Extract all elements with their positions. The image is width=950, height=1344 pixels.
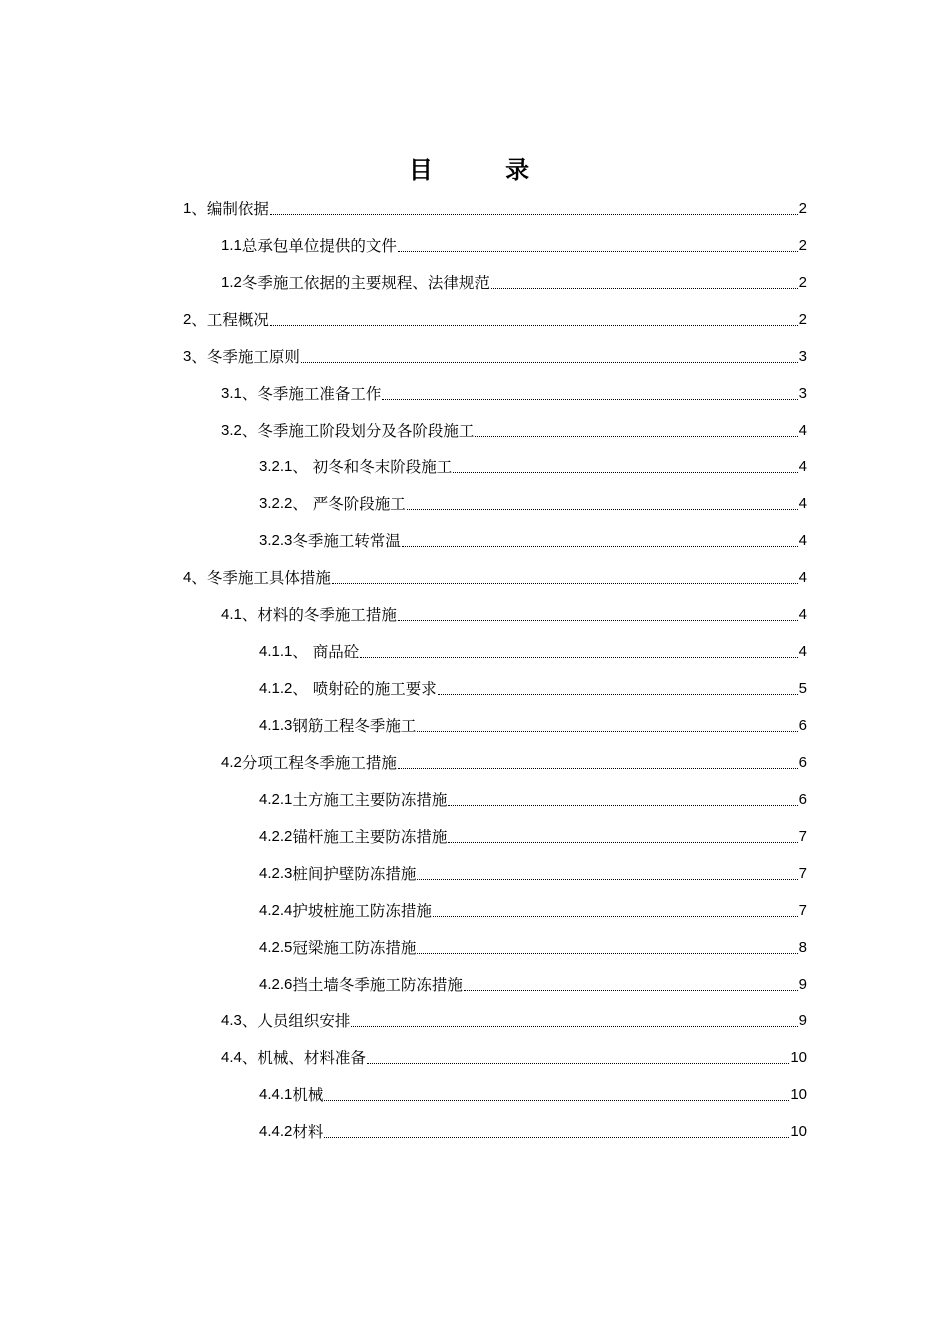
- toc-entry-number: 4.2.6: [259, 976, 293, 993]
- dot-leader: [433, 898, 798, 924]
- toc-entry-text: 、材料的冬季施工措施: [241, 606, 397, 624]
- dot-leader: [491, 270, 798, 296]
- toc-entry-page: 4: [798, 422, 807, 439]
- toc-entry-text: 、编制依据: [191, 200, 269, 218]
- dot-leader: [270, 196, 798, 222]
- toc-entry-page: 5: [798, 680, 807, 697]
- dot-leader: [417, 713, 797, 739]
- dot-leader: [324, 1119, 789, 1145]
- toc-entry-number: 4.1.1: [259, 643, 293, 660]
- toc-entry[interactable]: [221, 1008, 807, 1034]
- toc-entry-number: 3.1: [221, 385, 242, 402]
- toc-entry-text: 、冬季施工具体措施: [191, 569, 331, 587]
- toc-entry[interactable]: [221, 418, 807, 444]
- toc-entry-number: 4.2.1: [259, 791, 293, 808]
- toc-entry-text: 分项工程冬季施工措施: [241, 754, 397, 772]
- toc-entry-text: 土方施工主要防冻措施: [292, 791, 448, 809]
- toc-entry-number: 1: [183, 200, 192, 217]
- toc-entry-number: 4.1: [221, 606, 242, 623]
- dot-leader: [448, 824, 797, 850]
- dot-leader: [301, 344, 798, 370]
- toc-entry[interactable]: [221, 1045, 807, 1071]
- toc-entry-page: 8: [798, 939, 807, 956]
- dot-leader: [464, 972, 798, 998]
- toc-entry-number: 2: [183, 311, 192, 328]
- toc-entry[interactable]: [221, 602, 807, 628]
- toc-entry-text: 锚杆施工主要防冻措施: [292, 828, 448, 846]
- toc-entry[interactable]: [259, 861, 807, 887]
- toc-entry[interactable]: [183, 344, 807, 370]
- toc-entry-number: 4.4.1: [259, 1086, 293, 1103]
- toc-entry-page: 4: [798, 495, 807, 512]
- toc-entry-text: 、冬季施工阶段划分及各阶段施工: [241, 422, 475, 440]
- toc-entry[interactable]: [183, 565, 807, 591]
- toc-entry-text: 挡土墙冬季施工防冻措施: [292, 976, 463, 994]
- toc-entry[interactable]: [259, 1082, 807, 1108]
- toc-entry-text: 、机械、材料准备: [241, 1049, 366, 1067]
- toc-entry-number: 4.4.2: [259, 1123, 293, 1140]
- toc-entry[interactable]: [221, 233, 807, 259]
- toc-entry-number: 3: [183, 348, 192, 365]
- toc-entry-page: 4: [798, 643, 807, 660]
- toc-entry-page: 7: [798, 902, 807, 919]
- toc-entry-page: 4: [798, 458, 807, 475]
- toc-entry-page: 2: [798, 200, 807, 217]
- toc-entry-page: 9: [798, 1012, 807, 1029]
- dot-leader: [398, 750, 798, 776]
- toc-title: 目 录: [408, 156, 562, 184]
- toc-entry[interactable]: [259, 676, 807, 702]
- toc-entry[interactable]: [259, 935, 807, 961]
- toc-entry[interactable]: [183, 196, 807, 222]
- toc-entry[interactable]: [259, 1119, 807, 1145]
- toc-entry-number: 1.2: [221, 274, 242, 291]
- toc-entry-text: 、 商品砼: [292, 643, 360, 661]
- toc-entry-text: 机械: [292, 1086, 324, 1104]
- toc-entry[interactable]: [221, 750, 807, 776]
- toc-entry-number: 3.2.1: [259, 458, 293, 475]
- toc-entry-number: 4.1.3: [259, 717, 293, 734]
- dot-leader: [324, 1082, 789, 1108]
- toc-entry-text: 冬季施工依据的主要规程、法律规范: [241, 274, 490, 292]
- toc-entry-number: 4.2.5: [259, 939, 293, 956]
- dot-leader: [382, 381, 797, 407]
- toc-entry[interactable]: [259, 972, 807, 998]
- toc-entry-text: 、 初冬和冬末阶段施工: [292, 458, 453, 476]
- toc-entry-page: 10: [790, 1049, 807, 1066]
- dot-leader: [438, 676, 798, 702]
- dot-leader: [332, 565, 798, 591]
- toc-entry[interactable]: [259, 787, 807, 813]
- toc-entry-page: 4: [798, 569, 807, 586]
- toc-entry-text: 冬季施工转常温: [292, 532, 401, 550]
- toc-entry-text: 、 喷射砼的施工要求: [292, 680, 437, 698]
- toc-entry[interactable]: [259, 528, 807, 554]
- toc-entry-number: 4.2.4: [259, 902, 293, 919]
- toc-entry-text: 钢筋工程冬季施工: [292, 717, 417, 735]
- toc-entry-text: 、 严冬阶段施工: [292, 495, 406, 513]
- toc-entry-page: 7: [798, 828, 807, 845]
- dot-leader: [351, 1008, 797, 1034]
- dot-leader: [270, 307, 798, 333]
- toc-entry-number: 4.2: [221, 754, 242, 771]
- dot-leader: [417, 861, 797, 887]
- toc-entry[interactable]: [221, 381, 807, 407]
- toc-entry-text: 、冬季施工准备工作: [241, 385, 382, 403]
- toc-entry-page: 3: [798, 385, 807, 402]
- dot-leader: [398, 602, 798, 628]
- toc-entry-number: 4.2.3: [259, 865, 293, 882]
- toc-entry[interactable]: [221, 270, 807, 296]
- dot-leader: [367, 1045, 789, 1071]
- toc-entry-text: 桩间护壁防冻措施: [292, 865, 417, 883]
- toc-entry-number: 3.2.2: [259, 495, 293, 512]
- toc-entry-page: 2: [798, 237, 807, 254]
- toc-entry-page: 6: [798, 754, 807, 771]
- toc-entry-number: 4.2.2: [259, 828, 293, 845]
- toc-entry-number: 1.1: [221, 237, 242, 254]
- toc-entry[interactable]: [259, 639, 807, 665]
- toc-entry-page: 10: [790, 1123, 807, 1140]
- toc-entry[interactable]: [259, 713, 807, 739]
- toc-entry-page: 10: [790, 1086, 807, 1103]
- toc-entry-number: 3.2.3: [259, 532, 293, 549]
- toc-entry-page: 2: [798, 274, 807, 291]
- toc-entry[interactable]: [259, 898, 807, 924]
- toc-entry-page: 4: [798, 606, 807, 623]
- toc-entry-page: 3: [798, 348, 807, 365]
- toc-entry-page: 7: [798, 865, 807, 882]
- toc-entry-number: 4.4: [221, 1049, 242, 1066]
- dot-leader: [402, 528, 798, 554]
- dot-leader: [417, 935, 797, 961]
- dot-leader: [448, 787, 797, 813]
- toc-entry-text: 材料: [292, 1123, 324, 1141]
- toc-entry[interactable]: [183, 307, 807, 333]
- toc-entry-page: 2: [798, 311, 807, 328]
- toc-entry-number: 4.1.2: [259, 680, 293, 697]
- toc-entry-number: 3.2: [221, 422, 242, 439]
- toc-entry-number: 4.3: [221, 1012, 242, 1029]
- toc-entry-text: 冠梁施工防冻措施: [292, 939, 417, 957]
- dot-leader: [360, 639, 797, 665]
- toc-entry-text: 、工程概况: [191, 311, 269, 329]
- dot-leader: [398, 233, 798, 259]
- dot-leader: [453, 454, 797, 480]
- toc-entry-page: 9: [798, 976, 807, 993]
- toc-entry-text: 护坡桩施工防冻措施: [292, 902, 432, 920]
- toc-entry-page: 4: [798, 532, 807, 549]
- toc-entry-text: 总承包单位提供的文件: [241, 237, 397, 255]
- toc-entry-number: 4: [183, 569, 192, 586]
- toc-entry-page: 6: [798, 717, 807, 734]
- toc-entry-text: 、人员组织安排: [241, 1012, 351, 1030]
- toc-entry[interactable]: [259, 491, 807, 517]
- toc-entry[interactable]: [259, 824, 807, 850]
- dot-leader: [407, 491, 798, 517]
- toc-entry-text: 、冬季施工原则: [191, 348, 300, 366]
- toc-entry[interactable]: [259, 454, 807, 480]
- toc-entry-page: 6: [798, 791, 807, 808]
- dot-leader: [475, 418, 797, 444]
